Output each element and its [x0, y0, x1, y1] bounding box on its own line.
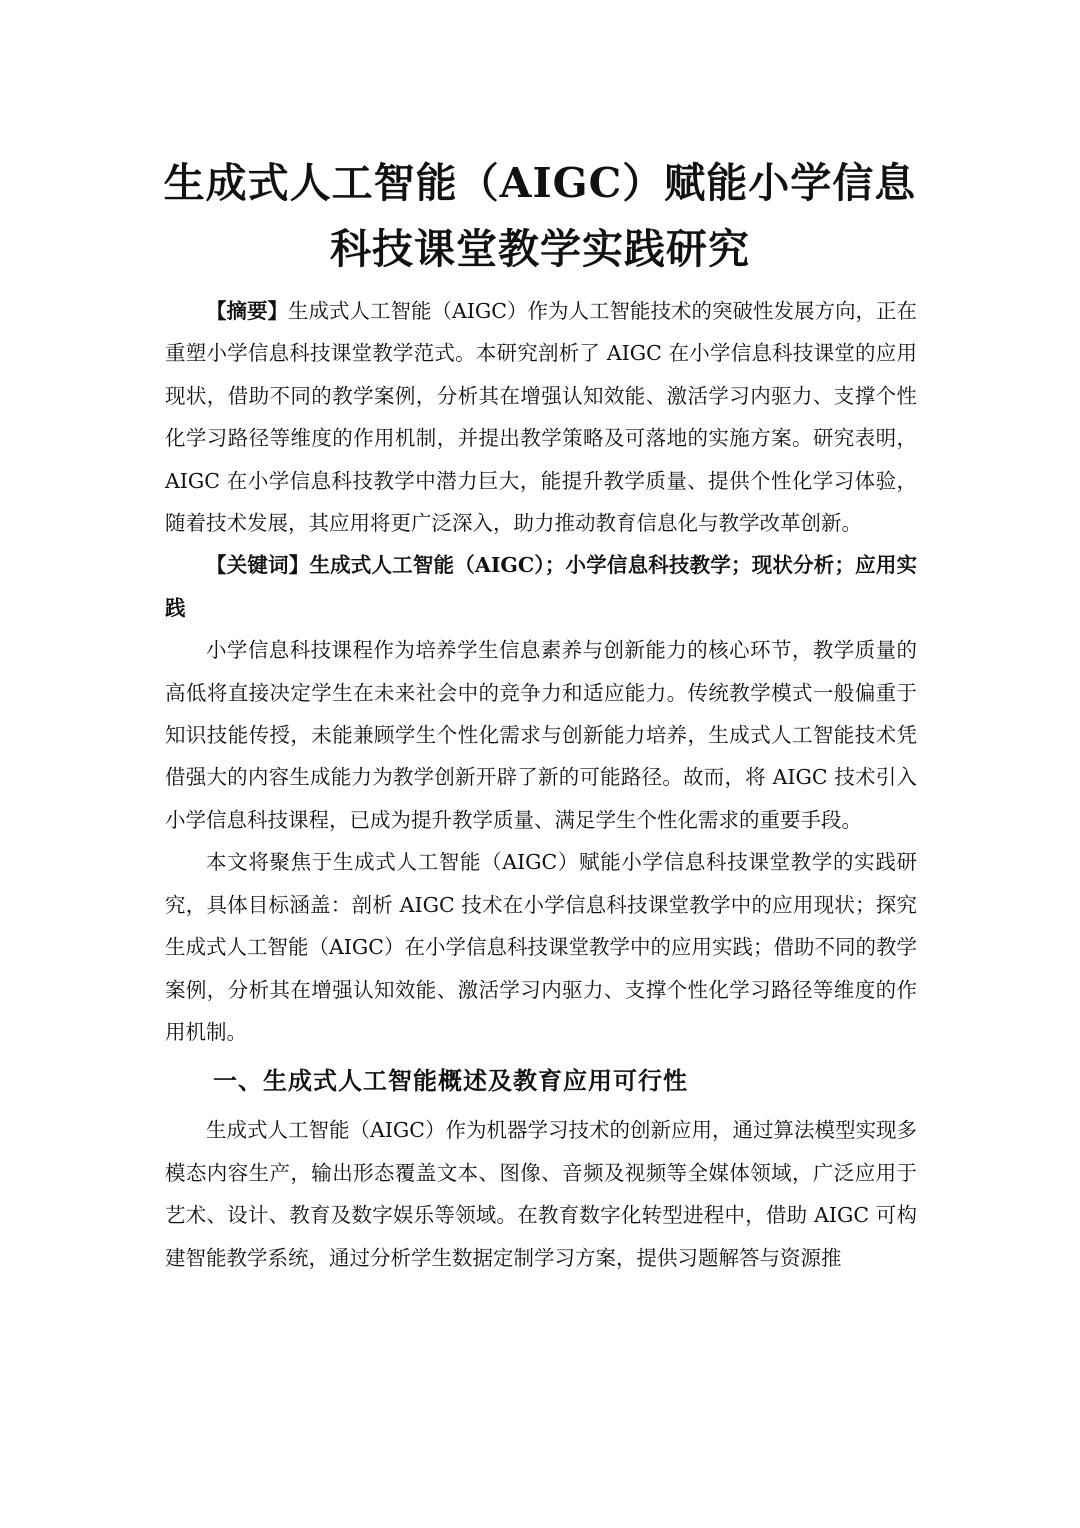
- section-heading-1: 一、生成式人工智能概述及教育应用可行性: [213, 1066, 688, 1096]
- section-1-paragraph: 生成式人工智能（AIGC）作为机器学习技术的创新应用，通过算法模型实现多模态内容生产，输出形态覆盖文本、图像、音频及视频等全媒体领域，广泛应用于艺术、设计、教育及数字娱乐等领域。在教育数字化转型进程中，借助 AIGC 可构建智能教学系统，通过分析学生数据定制学习方案，提供习题解答与资源推: [165, 1118, 917, 1270]
- paper-title: [150, 150, 930, 282]
- abstract: [165, 290, 917, 544]
- body-paragraph-1: 小学信息科技课程作为培养学生信息素养与创新能力的核心环节，教学质量的高低将直接决定学生在未来社会中的竞争力和适应能力。传统教学模式一般偏重于知识技能传授，未能兼顾学生个性化需求与创新能力培养，生成式人工智能技术凭借强大的内容生成能力为教学创新开辟了新的可能路径。故而，将 AIGC 技术引入小学信息科技课程，已成为提升教学质量、满足学生个性化需求的重要手段。: [165, 638, 917, 832]
- abstract-label: 【摘要】: [206, 299, 289, 323]
- title-line-2: 科技课堂教学实践研究: [330, 225, 750, 273]
- paper-body: [165, 290, 917, 1279]
- title-line-1: 生成式人工智能（AIGC）赋能小学信息: [163, 159, 917, 207]
- keywords: [165, 544, 917, 629]
- abstract-text: 生成式人工智能（AIGC）作为人工智能技术的突破性发展方向，正在重塑小学信息科技课堂教学范式。本研究剖析了 AIGC 在小学信息科技课堂的应用现状，借助不同的教学案例，分析其在增强认知效能、激活学习内驱力、支撑个性化学习路径等维度的作用机制，并提出教学策略及可落地的实施方案。研究表明，AIGC 在小学信息科技教学中潜力巨大，能提升教学质量、提供个性化学习体验，随着技术发展，其应用将更广泛深入，助力推动教育信息化与教学改革创新。: [165, 299, 918, 536]
- keywords-text: 生成式人工智能（AIGC）；小学信息科技教学；现状分析；应用实践: [165, 553, 918, 620]
- keywords-label: 【关键词】: [206, 553, 310, 578]
- body-paragraph-2: 本文将聚焦于生成式人工智能（AIGC）赋能小学信息科技课堂教学的实践研究，具体目标涵盖：剖析 AIGC 技术在小学信息科技课堂教学中的应用现状；探究生成式人工智能（AIGC）在小学信息科技课堂教学中的应用实践；借助不同的教学案例，分析其在增强认知效能、激活学习内驱力、支撑个性化学习路径等维度的作用机制。: [165, 850, 917, 1044]
